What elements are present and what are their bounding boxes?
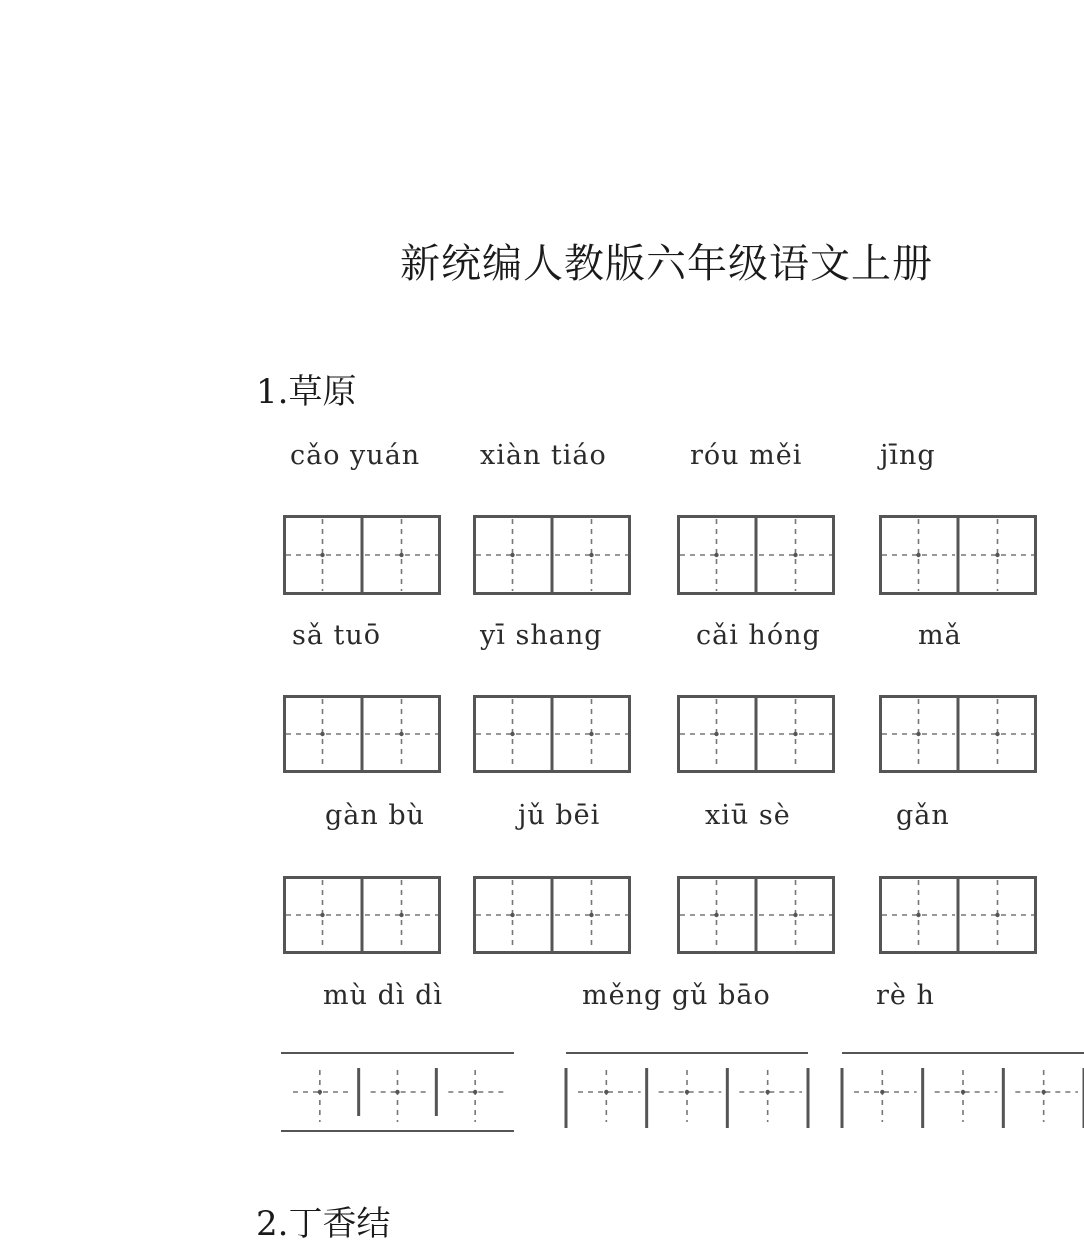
grid-lines — [677, 515, 835, 595]
tianzi-grid-2[interactable] — [879, 515, 1037, 595]
pinyin-word: cǎi hóng — [696, 620, 821, 651]
tianzi-grid-2[interactable] — [677, 515, 835, 595]
tianzi-grid-2[interactable] — [677, 695, 835, 773]
tianzi-grid-2[interactable] — [879, 876, 1037, 954]
tianzi-strip-3[interactable] — [842, 1052, 1084, 1132]
grid-lines — [677, 876, 835, 954]
grid-lines — [473, 695, 631, 773]
pinyin-word: rè h — [876, 980, 935, 1011]
pinyin-word: mù dì dì — [323, 980, 443, 1011]
grid-lines — [281, 1052, 514, 1132]
grid-lines — [677, 695, 835, 773]
tianzi-grid-2[interactable] — [283, 515, 441, 595]
grid-lines — [283, 515, 441, 595]
section-1-heading: 1.草原 — [256, 372, 357, 412]
pinyin-word: jīng — [880, 440, 936, 471]
pinyin-word: jǔ bēi — [518, 800, 601, 831]
grid-lines — [283, 876, 441, 954]
worksheet-title: 新统编人教版六年级语文上册 — [400, 241, 933, 287]
tianzi-grid-2[interactable] — [879, 695, 1037, 773]
pinyin-word: róu měi — [690, 440, 803, 471]
pinyin-word: gǎn — [896, 800, 950, 831]
tianzi-grid-2[interactable] — [473, 515, 631, 595]
tianzi-grid-2[interactable] — [283, 695, 441, 773]
grid-lines — [842, 1052, 1084, 1132]
grid-lines — [879, 695, 1037, 773]
pinyin-word: yī shang — [480, 620, 603, 651]
grid-lines — [879, 876, 1037, 954]
pinyin-word: gàn bù — [325, 800, 426, 831]
pinyin-word: měng gǔ bāo — [582, 980, 771, 1011]
tianzi-grid-2[interactable] — [283, 876, 441, 954]
pinyin-word: mǎ — [918, 620, 962, 651]
grid-lines — [473, 876, 631, 954]
tianzi-grid-2[interactable] — [473, 695, 631, 773]
tianzi-strip-3[interactable] — [281, 1052, 514, 1132]
pinyin-word: xiàn tiáo — [480, 440, 607, 471]
tianzi-strip-3[interactable] — [566, 1052, 808, 1132]
tianzi-grid-2[interactable] — [677, 876, 835, 954]
tianzi-grid-2[interactable] — [473, 876, 631, 954]
pinyin-word: cǎo yuán — [290, 440, 421, 471]
grid-lines — [566, 1052, 808, 1132]
grid-lines — [473, 515, 631, 595]
pinyin-word: xiū sè — [705, 800, 791, 831]
grid-lines — [879, 515, 1037, 595]
grid-lines — [283, 695, 441, 773]
pinyin-word: sǎ tuō — [292, 620, 382, 651]
section-2-heading: 2.丁香结 — [256, 1204, 391, 1244]
